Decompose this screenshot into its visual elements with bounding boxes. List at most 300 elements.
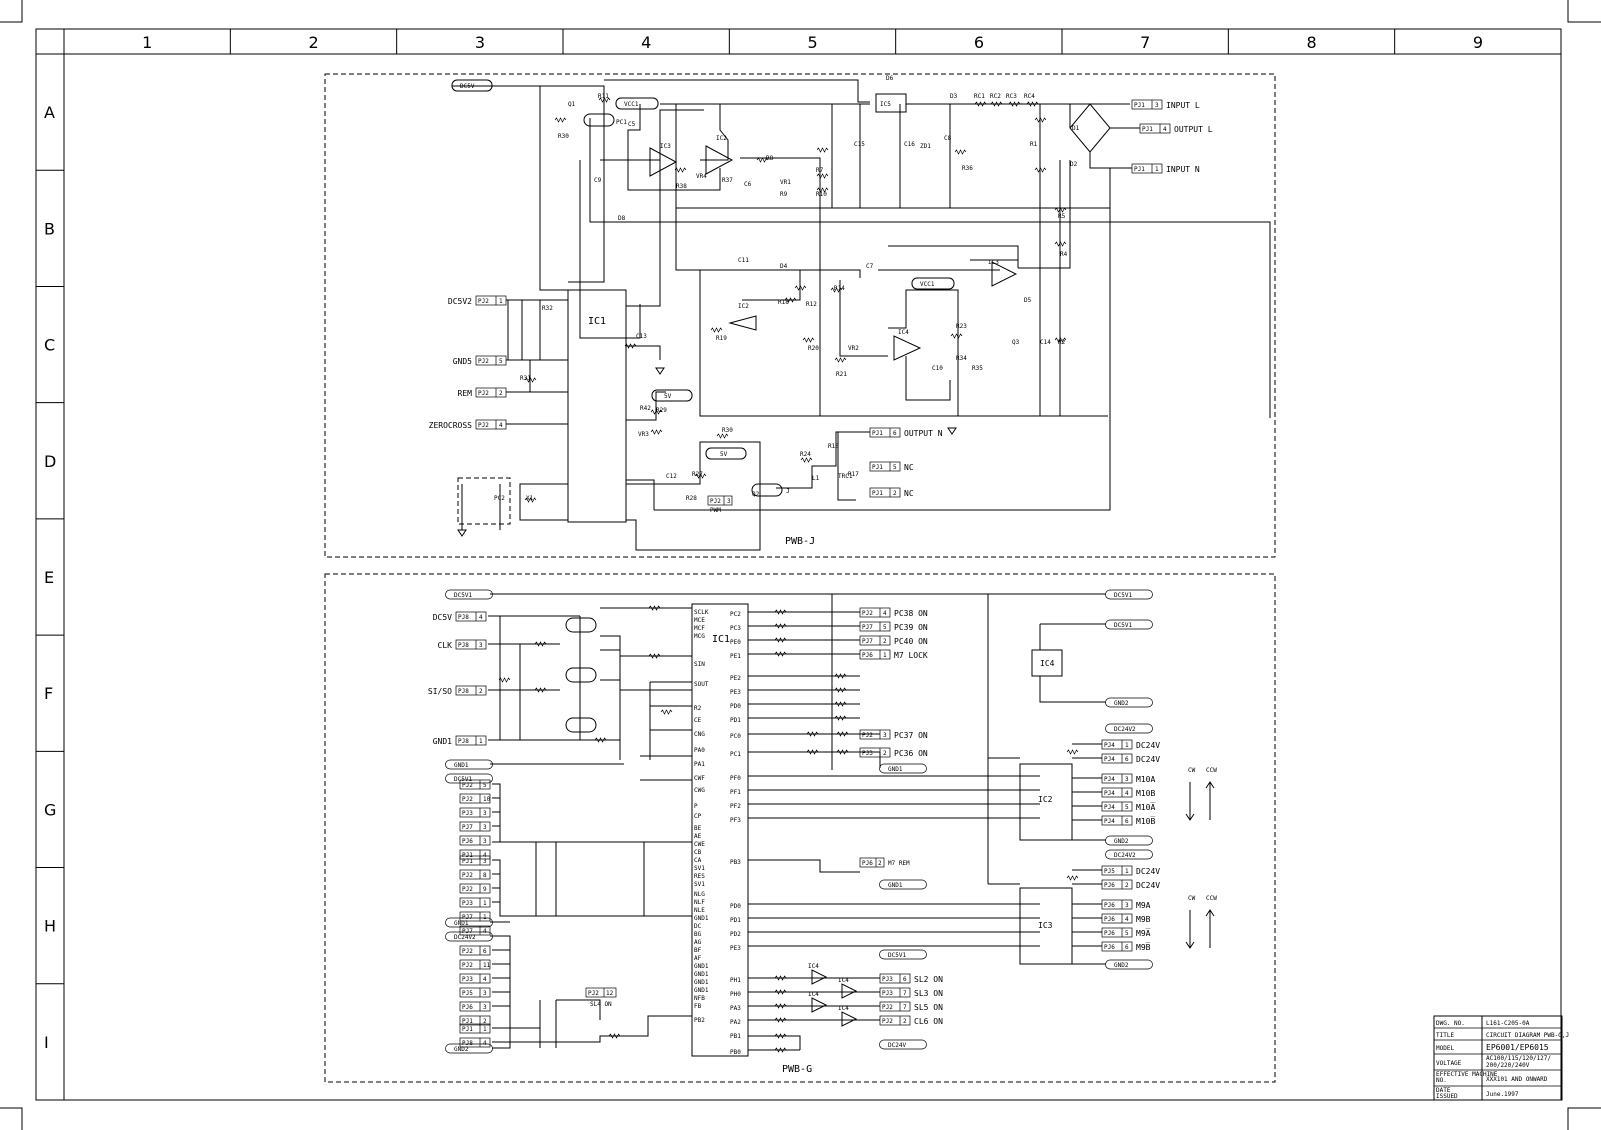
row-label-E: E: [44, 568, 55, 587]
pwb-j-part-label: C5: [628, 121, 636, 128]
pwb-j-part-label: C15: [854, 141, 865, 148]
pwb-j-part-label: D4: [780, 263, 788, 270]
ic1-pin-left: SV1: [694, 865, 705, 872]
svg-text:PJ8: PJ8: [458, 738, 469, 745]
svg-text:PJ6: PJ6: [1104, 882, 1115, 889]
svg-text:1: 1: [1155, 166, 1159, 173]
svg-text:PJ2: PJ2: [478, 422, 489, 429]
svg-text:PJ1: PJ1: [462, 852, 473, 859]
pwb-j-part-label: R18: [778, 299, 789, 306]
svg-text:3: 3: [483, 858, 487, 865]
svg-text:3: 3: [483, 838, 487, 845]
pwb-g-left_group_b-4: [460, 912, 490, 921]
pwb-j-part-label: R36: [962, 165, 973, 172]
svg-text:DC5V1: DC5V1: [888, 952, 907, 959]
svg-text:7: 7: [903, 990, 907, 997]
svg-text:PJ6: PJ6: [1104, 902, 1115, 909]
ic1-pin-left: R2: [694, 705, 702, 712]
ic1-pin-left: GND1: [694, 915, 709, 922]
ic1-pin-left: MCF: [694, 625, 705, 632]
svg-text:5: 5: [499, 358, 503, 365]
column-label-1: 1: [142, 33, 153, 52]
svg-text:SL2 ON: SL2 ON: [914, 975, 943, 984]
pwb-g-left_group_b-3: [460, 898, 490, 907]
svg-text:PJ4: PJ4: [1104, 742, 1115, 749]
pwb-j-part-label: C11: [738, 257, 749, 264]
pwb-g-right-tag-8: [880, 950, 927, 959]
ic1-pin-right: PB1: [730, 1033, 741, 1040]
svg-text:PC39 ON: PC39 ON: [894, 623, 928, 632]
pwb-j-part-label: R16: [828, 443, 839, 450]
svg-text:4: 4: [883, 610, 887, 617]
title-block-value: AC100/115/120/127/: [1486, 1055, 1552, 1062]
svg-text:PJ2: PJ2: [478, 358, 489, 365]
svg-text:DC5V1: DC5V1: [454, 592, 473, 599]
ic1-pin-right: PC0: [730, 733, 741, 740]
pwb-j-part-label: VR4: [696, 173, 707, 180]
ic1-pin-left: PA0: [694, 747, 705, 754]
svg-text:6: 6: [483, 948, 487, 955]
svg-text:PJ6: PJ6: [1104, 916, 1115, 923]
svg-text:4: 4: [479, 614, 483, 621]
svg-text:PJ2: PJ2: [588, 990, 599, 997]
pwb-g-labels: [428, 590, 1217, 1056]
pwb-j-conn-gnd5: [453, 356, 506, 366]
svg-text:1: 1: [499, 298, 503, 305]
svg-text:5V: 5V: [720, 451, 728, 458]
pwb-j-conn-rem: [458, 388, 506, 398]
svg-text:VCC1: VCC1: [624, 101, 639, 108]
pwb-g-left_group_c-3: [460, 988, 490, 997]
svg-text:M7 LOCK: M7 LOCK: [894, 651, 928, 660]
opamp-ic2-j-low: [730, 316, 756, 330]
pwb-j-part-label: R24: [800, 451, 811, 458]
ic1-pin-right: PE3: [730, 689, 741, 696]
svg-text:IC3: IC3: [988, 259, 999, 266]
row-label-B: B: [44, 219, 55, 239]
column-label-5: 5: [807, 33, 818, 52]
pwb-j-conn-0: [1132, 100, 1200, 110]
title-block-label: ISSUED: [1436, 1093, 1458, 1100]
column-label-2: 2: [308, 33, 319, 52]
column-label-8: 8: [1306, 33, 1317, 52]
svg-text:PJ2: PJ2: [710, 498, 721, 505]
pwb-g-left_group_a-4: [460, 836, 490, 845]
svg-text:ZEROCROSS: ZEROCROSS: [428, 421, 472, 430]
svg-text:PJ8: PJ8: [458, 642, 469, 649]
pc2-j-label: J: [786, 488, 790, 495]
svg-text:PJ2: PJ2: [462, 872, 473, 879]
svg-text:PJ6: PJ6: [1104, 930, 1115, 937]
svg-text:PJ6: PJ6: [862, 860, 873, 867]
pwb-g-out-0: [860, 608, 928, 618]
svg-text:GND1: GND1: [432, 737, 452, 746]
pwb-g-input-1: [438, 640, 486, 650]
svg-text:9: 9: [483, 886, 487, 893]
pwb-g-ic2-out-4: [1102, 802, 1155, 812]
ic1-pin-left: AF: [694, 955, 702, 962]
row-label-F: F: [44, 684, 54, 704]
pwb-g-ic-label: IC4: [838, 977, 849, 984]
pwb-g-left-tag-0: [446, 590, 493, 599]
svg-text:CLK: CLK: [437, 641, 452, 650]
ic1-pin-left: GND1: [694, 963, 709, 970]
svg-text:DC24V2: DC24V2: [1114, 852, 1136, 859]
pwb-g-out-2: [860, 636, 928, 646]
5v-tag-b: [706, 448, 746, 459]
pwb-g-right-tag-2: [1106, 698, 1153, 707]
pwb-j-wiring: [452, 80, 1270, 550]
svg-text:2: 2: [483, 1018, 487, 1025]
pwb-g-out-5: [860, 748, 928, 758]
ic1-pin-left: SCLK: [694, 609, 709, 616]
pwb-j-part-label: C9: [594, 177, 602, 184]
svg-text:NC: NC: [904, 463, 914, 472]
row-label-C: C: [44, 335, 56, 355]
svg-text:5: 5: [883, 624, 887, 631]
pwb-j-part-label: L1: [812, 475, 820, 482]
pwb-g-sl-3: [880, 1016, 943, 1026]
pwb-g-out-3: [860, 650, 928, 660]
opamp-ic3-j: [650, 148, 676, 176]
svg-text:NC: NC: [904, 489, 914, 498]
pwb-j-conn-zerocross: [429, 420, 506, 430]
row-label-D: D: [44, 451, 57, 471]
ic1-pin-left: P: [694, 803, 698, 810]
row-label-H: H: [44, 916, 57, 936]
pwb-g-left_group_a-0: [460, 780, 490, 789]
title-block-value: CIRCUIT DIAGRAM PWB-G,J: [1486, 1032, 1570, 1039]
pwb-j-part-label: C12: [666, 473, 677, 480]
svg-text:2: 2: [903, 1018, 907, 1025]
svg-text:PJ3: PJ3: [462, 976, 473, 983]
pwb-g-right-tag-9: [880, 880, 927, 889]
svg-text:GND1: GND1: [454, 762, 469, 769]
svg-text:PJ1: PJ1: [1142, 126, 1153, 133]
svg-text:PJ1: PJ1: [872, 430, 883, 437]
svg-text:PJ6: PJ6: [1104, 944, 1115, 951]
pwb-g-ic2-out-1: [1102, 754, 1160, 764]
pwb-j-part-label: R27: [692, 471, 703, 478]
ic1-pin-left: SV1: [694, 881, 705, 888]
pwb-g-left_group_b-0: [460, 856, 490, 865]
svg-text:1: 1: [1125, 742, 1129, 749]
svg-text:DC24V: DC24V: [1136, 881, 1161, 890]
svg-text:2: 2: [893, 490, 897, 497]
pwb-j-part-label: R14: [834, 285, 845, 292]
pwb-j-part-label: ZD1: [920, 143, 931, 150]
svg-text:2: 2: [878, 860, 882, 867]
pwb-j-part-label: R21: [836, 371, 847, 378]
svg-text:5: 5: [1125, 930, 1129, 937]
pwb-j-part-label: C14: [1040, 339, 1051, 346]
pwb-j-part-label: VR2: [848, 345, 859, 352]
ic1-pin-right: PF3: [730, 817, 741, 824]
svg-text:DC5V1: DC5V1: [1114, 592, 1133, 599]
pc1-j: [584, 114, 614, 126]
ic1-pin-left: NLG: [694, 891, 705, 898]
pwb-j-part-label: PC2: [494, 495, 505, 502]
ic1-pin-left: MCE: [694, 617, 705, 624]
ic1-pin-left: GND1: [694, 971, 709, 978]
pwb-j-part-label: R12: [806, 301, 817, 308]
svg-text:GND2: GND2: [454, 1046, 469, 1053]
pwb-g-title: PWB-G: [782, 1064, 813, 1075]
ic1-pin-left: PB2: [694, 1017, 705, 1024]
pwb-g-ic2-out-5: [1102, 816, 1155, 826]
svg-text:2: 2: [499, 390, 503, 397]
ic1-pin-left: CWE: [694, 841, 705, 848]
pwb-g-ic-label: IC4: [808, 963, 819, 970]
svg-text:M7 REM: M7 REM: [888, 860, 910, 867]
svg-text:IC5: IC5: [880, 101, 891, 108]
svg-text:PJ4: PJ4: [1104, 776, 1115, 783]
svg-text:PJ1: PJ1: [462, 858, 473, 865]
svg-text:2: 2: [479, 688, 483, 695]
svg-text:PC36 ON: PC36 ON: [894, 749, 928, 758]
pwb-j-part-label: D5: [1024, 297, 1032, 304]
svg-text:M10A: M10A: [1136, 775, 1156, 784]
svg-text:11: 11: [483, 962, 491, 969]
pwb-j-part-label: VR3: [638, 431, 649, 438]
pwb-g-right-tag-5: [1106, 850, 1153, 859]
svg-text:5: 5: [483, 782, 487, 789]
ic1-pin-right: PD1: [730, 717, 741, 724]
svg-text:M10B: M10B: [1136, 789, 1156, 798]
svg-text:PJ4: PJ4: [1104, 790, 1115, 797]
svg-text:DC24V2: DC24V2: [1114, 726, 1136, 733]
pwb-j-part-label: R4: [1060, 251, 1068, 258]
pwb-j-part-label: R2: [1058, 339, 1066, 346]
pwb-g-ic-label: IC2: [1038, 795, 1053, 804]
svg-text:PJ2: PJ2: [462, 962, 473, 969]
pwb-j-conn-5: [870, 488, 914, 498]
column-label-3: 3: [474, 33, 486, 52]
ic1-pin-right: PE0: [730, 639, 741, 646]
pwb-j-part-label: VR1: [780, 179, 791, 186]
pwb-j-conn-4: [870, 462, 914, 472]
svg-text:3: 3: [483, 1004, 487, 1011]
pwb-g-input-3: [433, 736, 486, 746]
title-block-label: MODEL: [1436, 1045, 1455, 1052]
ic1-pin-left: RES: [694, 873, 705, 880]
pwb-g-left_group_b-1: [460, 870, 490, 879]
pwb-g-input-0: [433, 612, 486, 622]
pwb-j-boundary: [325, 74, 1275, 557]
pwb-j-part-label: R28: [686, 495, 697, 502]
svg-text:PJ7: PJ7: [462, 928, 473, 935]
pwb-j-part-label: D8: [618, 215, 626, 222]
column-label-6: 6: [973, 33, 985, 52]
row-label-A: A: [44, 103, 55, 123]
pwb-j-part-label: R11: [598, 93, 609, 100]
svg-text:PJ2: PJ2: [882, 1018, 893, 1025]
svg-text:PJ4: PJ4: [1104, 818, 1115, 825]
title-block-value: L161-C205-0A: [1486, 1020, 1530, 1027]
svg-text:PJ1: PJ1: [872, 464, 883, 471]
svg-text:6: 6: [1125, 944, 1129, 951]
svg-text:1: 1: [479, 738, 483, 745]
ic1-pin-left: FB: [694, 1003, 702, 1010]
svg-text:PJ1: PJ1: [462, 1026, 473, 1033]
svg-text:PJ8: PJ8: [458, 614, 469, 621]
svg-text:PJ2: PJ2: [462, 796, 473, 803]
svg-text:GND1: GND1: [888, 766, 903, 773]
row-label-G: G: [44, 800, 57, 820]
ic1-pin-right: PE1: [730, 653, 741, 660]
svg-text:DC24V2: DC24V2: [454, 934, 476, 941]
svg-text:PC1: PC1: [616, 119, 627, 126]
pwb-g-ic3-out-0: [1102, 866, 1160, 876]
ic1-pin-right: PB3: [730, 859, 741, 866]
svg-text:DC24V: DC24V: [1136, 755, 1161, 764]
svg-text:M9A̅: M9A̅: [1136, 929, 1151, 938]
pwb-j-conn-2: [1132, 164, 1200, 174]
svg-text:1: 1: [1125, 868, 1129, 875]
svg-text:PJ1: PJ1: [1134, 102, 1145, 109]
svg-text:1: 1: [883, 652, 887, 659]
svg-text:4: 4: [1125, 916, 1129, 923]
pwb-g-ic2-out-3: [1102, 788, 1155, 798]
svg-text:PJ2: PJ2: [462, 782, 473, 789]
pwb-g-left_group_b-2: [460, 884, 490, 893]
title-block-value: EP6001/EP6015: [1486, 1043, 1549, 1052]
pwb-j-part-label: X1: [526, 495, 534, 502]
ic1-pin-left: SIN: [694, 661, 705, 668]
svg-text:3: 3: [479, 642, 483, 649]
pwb-j-part-label: D6: [886, 75, 894, 82]
pwb-g-left_group_c-2: [460, 974, 490, 983]
pwb-g-left_group_c-4: [460, 1002, 490, 1011]
ic1-pin-left: CE: [694, 717, 702, 724]
ic1-pin-right: PC3: [730, 625, 741, 632]
svg-text:INPUT L: INPUT L: [1166, 101, 1200, 110]
pwb-j-part-label: RC3: [1006, 93, 1017, 100]
pwb-j-part-label: R31: [520, 375, 531, 382]
svg-text:DC24V: DC24V: [888, 1042, 907, 1049]
svg-text:5: 5: [893, 464, 897, 471]
svg-text:CW: CW: [1188, 767, 1196, 774]
svg-text:PJ3: PJ3: [882, 976, 893, 983]
svg-text:4: 4: [1125, 790, 1129, 797]
svg-text:PC38 ON: PC38 ON: [894, 609, 928, 618]
pwb-g-sl-1: [880, 988, 943, 998]
ic1-pin-left: GND1: [694, 987, 709, 994]
pwb-g-ic1-label: IC1: [712, 634, 731, 645]
svg-text:PJ6: PJ6: [462, 1004, 473, 1011]
pwb-j-part-label: C6: [744, 181, 752, 188]
pwb-g-ic2-out-0: [1102, 740, 1160, 750]
pwb-j-part-label: R29: [656, 407, 667, 414]
svg-text:PJ2: PJ2: [882, 1004, 893, 1011]
svg-text:6: 6: [903, 976, 907, 983]
pwb-j-ic1-label: IC1: [588, 316, 607, 327]
ic1-pin-right: PF1: [730, 789, 741, 796]
svg-text:PJ7: PJ7: [862, 624, 873, 631]
ic1-pin-right: PD1: [730, 917, 741, 924]
svg-text:PJ1: PJ1: [1134, 166, 1145, 173]
pwb-j-part-label: Q2: [752, 491, 760, 498]
svg-text:GND5: GND5: [452, 357, 472, 366]
pwb-j-part-label: C7: [866, 263, 874, 270]
svg-text:DC24V: DC24V: [1136, 867, 1161, 876]
svg-text:6: 6: [1125, 818, 1129, 825]
svg-text:3: 3: [727, 498, 731, 505]
svg-text:3: 3: [1125, 776, 1129, 783]
pwb-g-left_group_a-3: [460, 822, 490, 831]
pwb-g-right-tag-6: [1106, 960, 1153, 969]
pwb-j-conn-3: [870, 428, 943, 438]
pwb-j-conn-dc5v2: [448, 296, 506, 306]
svg-text:1: 1: [483, 900, 487, 907]
pwb-j-part-label: C16: [904, 141, 915, 148]
svg-text:3: 3: [883, 732, 887, 739]
pwb-j-part-label: C13: [636, 333, 647, 340]
svg-text:7: 7: [903, 1004, 907, 1011]
ic1-pin-left: BF: [694, 947, 702, 954]
pwb-g-right-tag-7: [880, 764, 927, 773]
pwb-j-part-label: C10: [932, 365, 943, 372]
svg-text:1: 1: [483, 1026, 487, 1033]
title-block-value: XXX101 AND ONWARD: [1486, 1076, 1548, 1083]
pwb-g-ic3-out-1: [1102, 880, 1160, 890]
pwb-j-part-label: R7: [816, 167, 824, 174]
ic1-pin-right: PD2: [730, 931, 741, 938]
svg-text:IC4: IC4: [898, 329, 909, 336]
pwb-g-left_group_d-1: [460, 1038, 490, 1047]
title-block-value: June.1997: [1486, 1091, 1519, 1098]
svg-text:4: 4: [483, 1040, 487, 1047]
svg-text:4: 4: [483, 852, 487, 859]
title-block-label: EFFECTIVE MACHINE: [1436, 1071, 1498, 1078]
svg-text:4: 4: [483, 976, 487, 983]
title-block-value: 200/220/240V: [1486, 1062, 1530, 1069]
ic1-pin-right: PD0: [730, 703, 741, 710]
pwb-j-part-label: R38: [676, 183, 687, 190]
pwb-g-right-tag-3: [1106, 724, 1153, 733]
svg-text:2: 2: [1125, 882, 1129, 889]
svg-text:M10A̅: M10A̅: [1136, 803, 1156, 812]
ic1-pin-left: CWF: [694, 775, 705, 782]
svg-text:5: 5: [1125, 804, 1129, 811]
svg-text:PJ4: PJ4: [1104, 756, 1115, 763]
svg-text:GND2: GND2: [1114, 962, 1129, 969]
opamp-ic4-j: [894, 336, 920, 360]
ic1-pin-right: PE3: [730, 945, 741, 952]
svg-text:DC24V: DC24V: [1136, 741, 1161, 750]
svg-text:PWM: PWM: [710, 507, 721, 514]
pwb-g-ic3-out-2: [1102, 900, 1151, 910]
ic1-pin-left: AE: [694, 833, 702, 840]
svg-text:OUTPUT L: OUTPUT L: [1174, 125, 1213, 134]
svg-text:PJ3: PJ3: [882, 990, 893, 997]
svg-text:PJ3: PJ3: [862, 750, 873, 757]
svg-text:SL5 ON: SL5 ON: [914, 1003, 943, 1012]
ic1-pin-left: BE: [694, 825, 702, 832]
svg-text:M9A: M9A: [1136, 901, 1151, 910]
svg-text:CCW: CCW: [1206, 895, 1217, 902]
pwb-j-part-label: R34: [956, 355, 967, 362]
svg-text:PJ2: PJ2: [462, 886, 473, 893]
svg-text:GND2: GND2: [1114, 700, 1129, 707]
svg-text:3: 3: [483, 990, 487, 997]
svg-text:3: 3: [1155, 102, 1159, 109]
ic1-pin-left: NFB: [694, 995, 705, 1002]
svg-text:3: 3: [483, 824, 487, 831]
svg-text:GND2: GND2: [1114, 838, 1129, 845]
ic1-pin-left: NLF: [694, 899, 705, 906]
svg-text:CL6 ON: CL6 ON: [914, 1017, 943, 1026]
